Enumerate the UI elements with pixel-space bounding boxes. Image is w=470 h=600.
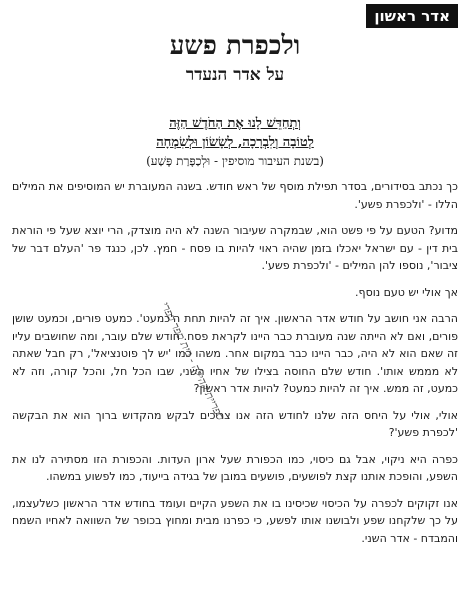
- verse-note: (בשנת העיבור מוסיפין - וּלְכַפָּרַת פָּשַׁע): [146, 154, 324, 168]
- paragraph-2: מדוע? הטעם על פי פשט הוא, שבמקרה שעיבור השנה לא היה מוצדק, הרי יוצא שעל פי הוראת בית דין - עם ישראל יאכלו בזמן שהיה ראוי להיות בו פסח - חמץ. לכן, כנגד פר 'העלם דבר של ציבור', נוספו להן המילים - 'ולכפרת פשע'.: [12, 224, 458, 272]
- paragraph-3: אך אולי יש טעם נוסף.: [355, 285, 458, 299]
- paragraph-6: כפרה היא ניקוי, אבל גם כיסוי, כמו הכפורת שעל ארון העדות. והכפורת הזו מסתירה לנו את השפע, והופכת אותנו קצת לפושעים, פושעים במובן של בגידה בייעוד, כמו לפשוע במשהו.: [12, 452, 458, 483]
- page-title: ולכפרת פשע: [169, 31, 301, 61]
- prayer-verse: [0, 114, 470, 171]
- paragraph-1: כך נכתב בסידורים, בסדר תפילת מוסף של ראש חודש. בשנה המעוברת יש המוסיפים את המילים הללו - 'ולכפרת פשע'.: [12, 180, 458, 211]
- paragraph-4: הרבה אני חושב על חודש אדר הראשון. איך זה להיות תחת ה'כמעט'. כמעט פורים, וכמעט שושן פורים, ואם לא הייתה שנה מעוברת כבר היינו לקראת פסח. חודש שלם עובר, ומה שחושבים עליו זה שאם הוא לא היה, כבר היינו כבר במקום אחר. משהו כמו 'יש לך פוטנציאל', רק חבל שאתה לא מממש אותו'. חודש שלם החוסה בצילו של אחיו השני, שבו הכל חל, והכל קורה, וזה לא כמעט, זה ממש. איך זה להיות כמעט? להיות אדר ראשון?: [12, 312, 458, 395]
- library-stamp-watermark: ספריית קהילה - בית ספר כפרי: [158, 300, 227, 423]
- month-tag: אדר ראשון: [366, 4, 458, 28]
- verse-line-2: לְטוֹבָה וְלִבְרָכָה, לְשָׂשׂוֹן וּלְשִׂמְחָה: [156, 135, 314, 150]
- article-body: [12, 178, 458, 556]
- paragraph-5: אולי, אולי על היחס הזה שלנו לחודש הזה אנו צריכים לבקש מהקדוש ברוך הוא את הבקשה 'לכפרת פשע'?: [12, 408, 458, 439]
- page-subtitle: על אדר הנעדר: [185, 65, 285, 85]
- verse-line-1: וְתְחַדֵּשׁ לָנוּ אֶת הַחֹדֶשׁ הַזֶּה: [169, 116, 301, 131]
- paragraph-7: אנו זקוקים לכפרה על הכיסוי שכיסינו בו את השפע הקיים ועומד בחודש אדר הראשון כשלעצמו, על כך שלקחנו שפע ולבושנו אותו לפשע, כי כפרנו מבית ומחוץ בכופר של השוואה לאחיו השמח והמבדח - אדר השני.: [12, 496, 458, 545]
